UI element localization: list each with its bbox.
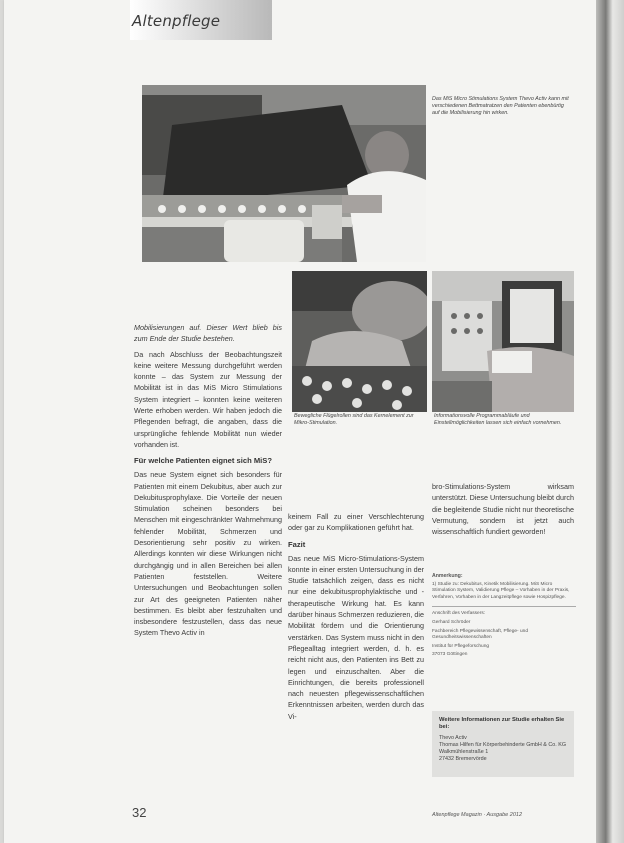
info-box-line: 27432 Bremervörde: [439, 756, 487, 763]
section-title: Altenpflege: [132, 12, 221, 30]
photo-top-image: [142, 85, 426, 262]
text-column-3: [432, 481, 574, 541]
divider: [432, 606, 576, 607]
text-column-2: [288, 511, 424, 726]
paragraph: Das neue MiS Micro-Stimulations-System konnte in einer ersten Untersuchung in der Studie tatsächlich zeigen, dass es nicht nur eine dekubitusprophylaktische und -therapeutische Wirkung hat. Es kann darüber hinaus Schmerzen reduzieren, die Mobilität fördern und die Orientierung verstärken. Das System muss nicht in den Pflegealltag integriert werden, d. h. es reicht nicht aus, den Patienten ins Bett zu legen und einzuschalten. Aber die Einrichtungen, die bereits professionell nach neuesten pflegewissenschaftlichen Erkenntnissen arbeiten, werden durch das Vi-: [288, 553, 424, 721]
author-line: Institut für Pflegeforschung: [432, 643, 490, 649]
author-line: 37073 Göttingen: [432, 652, 468, 658]
photo-bottom-right-caption: Informationsvolle Programmabläufe und Einstellmöglichkeiten lassen sich einfach vornehmen.: [434, 413, 562, 426]
info-box: [432, 711, 574, 777]
section-heading-fazit: Fazit: [288, 539, 306, 549]
footnote: 1) Studie zu: Dekubitus, Kinetik Mobilisierung. MiS Micro Stimulation System, Validierung Pflege – Vorhaben in der Praxis, Verfahren, Vorhaben in der Langzeitpflege sowie Hospizpflege.: [432, 581, 570, 600]
notes-block: [432, 573, 576, 661]
text-column-1: [134, 322, 282, 643]
paragraph: bro-Stimulations-System wirksam unterstützt. Diese Untersuchung bleibt durch die begleitende Studie nicht nur theoretische Vermutung, sondern ist jetzt auch wissenschaftlich fundiert geworden!: [432, 482, 574, 537]
author-line: Fachbereich Pflegewissenschaft, Pflege- und Gesundheitswissenschaften: [432, 628, 528, 641]
author-heading: Anschrift des Verfassers:: [432, 611, 486, 617]
info-box-heading: Weitere Informationen zur Studie erhalten Sie bei:: [439, 717, 565, 731]
lead-paragraph: Mobilisierungen auf. Dieser Wert blieb bis zum Ende der Studie bestehen.: [134, 323, 282, 344]
book-spine: [596, 0, 624, 843]
page: [4, 0, 596, 843]
paragraph: keinem Fall zu einer Verschlechterung oder gar zu Komplikationen geführt hat.: [288, 512, 424, 533]
photo-bottom-left-caption: Bewegliche Flügelrollen sind das Kernelement zur Mikro-Stimulation.: [294, 413, 414, 426]
info-box-line: Thomas Hilfen für Körperbehinderte GmbH & Co. KG: [439, 742, 567, 749]
paragraph: Das neue System eignet sich besonders für Patienten mit einem Dekubitus, aber auch zur Dekubitusprophylaxe. Die Vorteile der neuen Stimulation scheinen besonders bei Menschen mit eingeschränkter Wahrnehmung fehlender Mobilität, Schmerzen und Desorientierung sehr positiv zu wirken. Allerdings konnten wir diese Wirkungen nicht durchgängig und in allen Bereichen bei allen Patienten feststellen. Weitere Untersuchungen und Beobachtungen sollen zur Art des geeigneten Patienten näher bestimmen. Es bleibt aber festzuhalten und insbesondere festzustellen, dass das neue System Thevo Activ in: [134, 470, 282, 638]
info-box-line: Thevo Activ: [439, 734, 467, 741]
footer-reference: Altenpflege Magazin · Ausgabe 2012: [432, 812, 522, 818]
photo-top: [142, 85, 426, 262]
photo-bottom-left-image: [292, 271, 427, 412]
section-heading-patients: Für welche Patienten eignet sich MiS?: [134, 456, 272, 466]
author-line: Gerhard Schröder: [432, 619, 471, 625]
photo-bottom-right-image: [432, 271, 574, 412]
notes-heading: Anmerkung:: [432, 573, 463, 579]
photo-bottom-right: [432, 271, 574, 412]
paragraph: Da nach Abschluss der Beobachtungszeit keine weitere Messung durchgeführt werden konnte – das System zur Messung der Mobilität ist in das MiS Micro Stimulations System integriert – konnten keine weiteren Werte erhoben werden. Wir haben jedoch die Pflegenden befragt, die angaben, dass die ursprüngliche fehlende Mobilität nun wieder vorhanden ist.: [134, 349, 282, 449]
photo-bottom-left: [292, 271, 427, 412]
photo-top-caption: Das MiS Micro Stimulations System Thevo Activ kann mit verschiedenen Bettmatratzen den Patienten ebenbürtig auf die Mobilisierung hin wirken.: [432, 96, 569, 116]
page-number: 32: [132, 805, 147, 820]
info-box-line: Walkmühlenstraße 1: [439, 749, 489, 756]
